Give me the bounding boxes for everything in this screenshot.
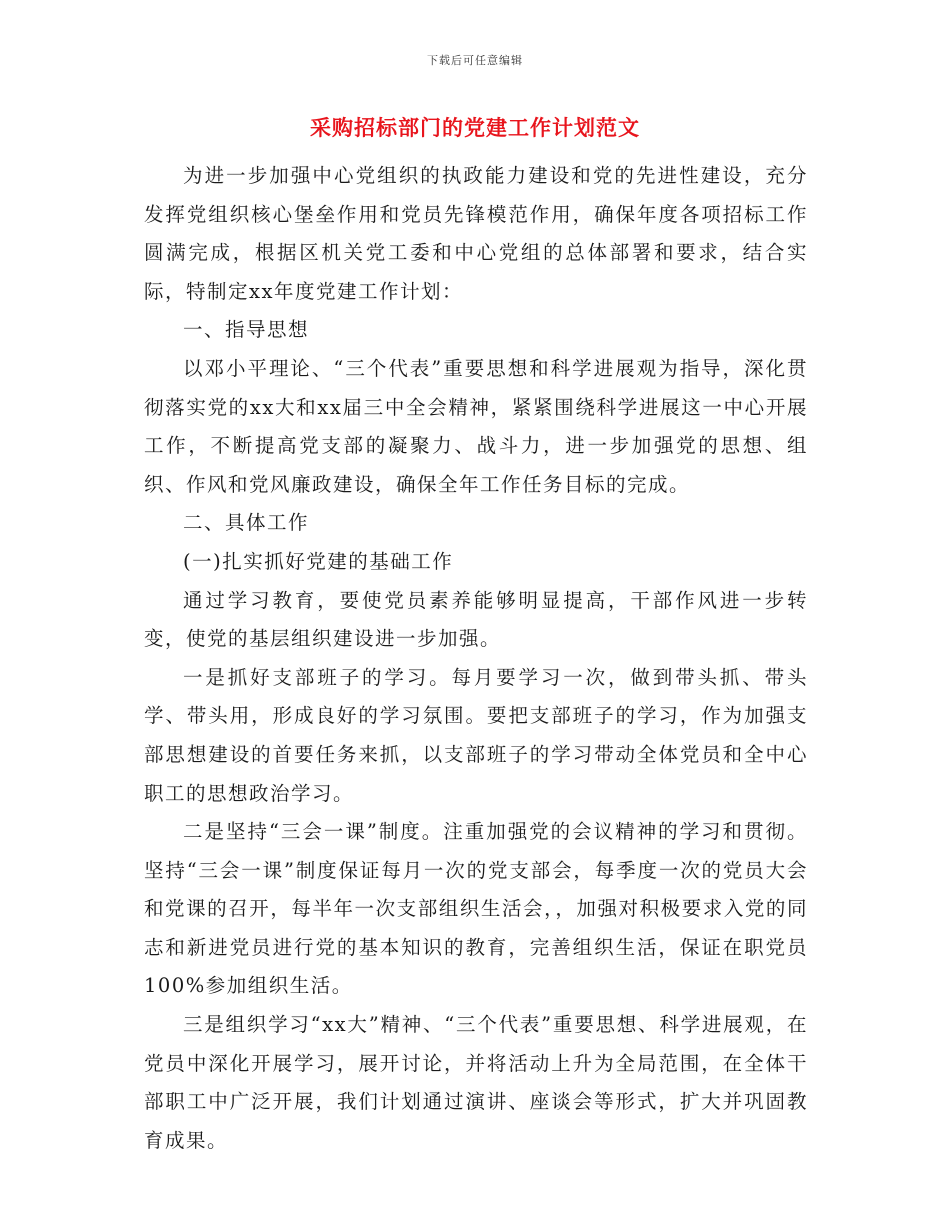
- intro-paragraph: 为进一步加强中心党组织的执政能力建设和党的先进性建设，充分发挥党组织核心堡垒作用和党员先锋模范作用，确保年度各项招标工作圆满完成，根据区机关党工委和中心党组的总体部署和要求，结合实际，特制定xx年度党建工作计划：: [144, 164, 808, 303]
- document-title: 采购招标部门的党建工作计划范文: [310, 115, 640, 140]
- foundation-work-paragraph: 通过学习教育，要使党员素养能够明显提高，干部作风进一步转变，使党的基层组织建设进一步加强。: [144, 588, 808, 651]
- item-three-paragraph: 三是组织学习“xx大”精神、“三个代表”重要思想、科学进展观，在党员中深化开展学习，展开讨论，并将活动上升为全局范围，在全体干部职工中广泛开展，我们计划通过演讲、座谈会等形式，扩大并巩固教育成果。: [144, 1013, 808, 1152]
- guiding-ideology-paragraph: 以邓小平理论、“三个代表”重要思想和科学进展观为指导，深化贯彻落实党的xx大和xx届三中全会精神，紧紧围绕科学进展这一中心开展工作，不断提高党支部的凝聚力、战斗力，进一步加强党的思想、组织、作风和党风廉政建设，确保全年工作任务目标的完成。: [144, 356, 808, 496]
- header-note: 下载后可任意编辑: [427, 54, 523, 67]
- section-heading-guiding-ideology: 一、指导思想: [183, 318, 310, 342]
- item-two-paragraph: 二是坚持“三会一课”制度。注重加强党的会议精神的学习和贯彻。坚持“三会一课”制度保证每月一次的党支部会，每季度一次的党员大会和党课的召开，每半年一次支部组织生活会，，加强对积极要求入党的同志和新进党员进行党的基本知识的教育，完善组织生活，保证在职党员100%参加组织生活。: [144, 820, 808, 998]
- document-body: [144, 157, 808, 1160]
- section-heading-specific-work: 二、具体工作: [183, 511, 310, 535]
- subsection-heading-foundation-work: (一)扎实抓好党建的基础工作: [183, 549, 454, 573]
- item-one-paragraph: 一是抓好支部班子的学习。每月要学习一次，做到带头抓、带头学、带头用，形成良好的学习氛围。要把支部班子的学习，作为加强支部思想建设的首要任务来抓，以支部班子的学习带动全体党员和全中心职工的思想政治学习。: [144, 665, 808, 805]
